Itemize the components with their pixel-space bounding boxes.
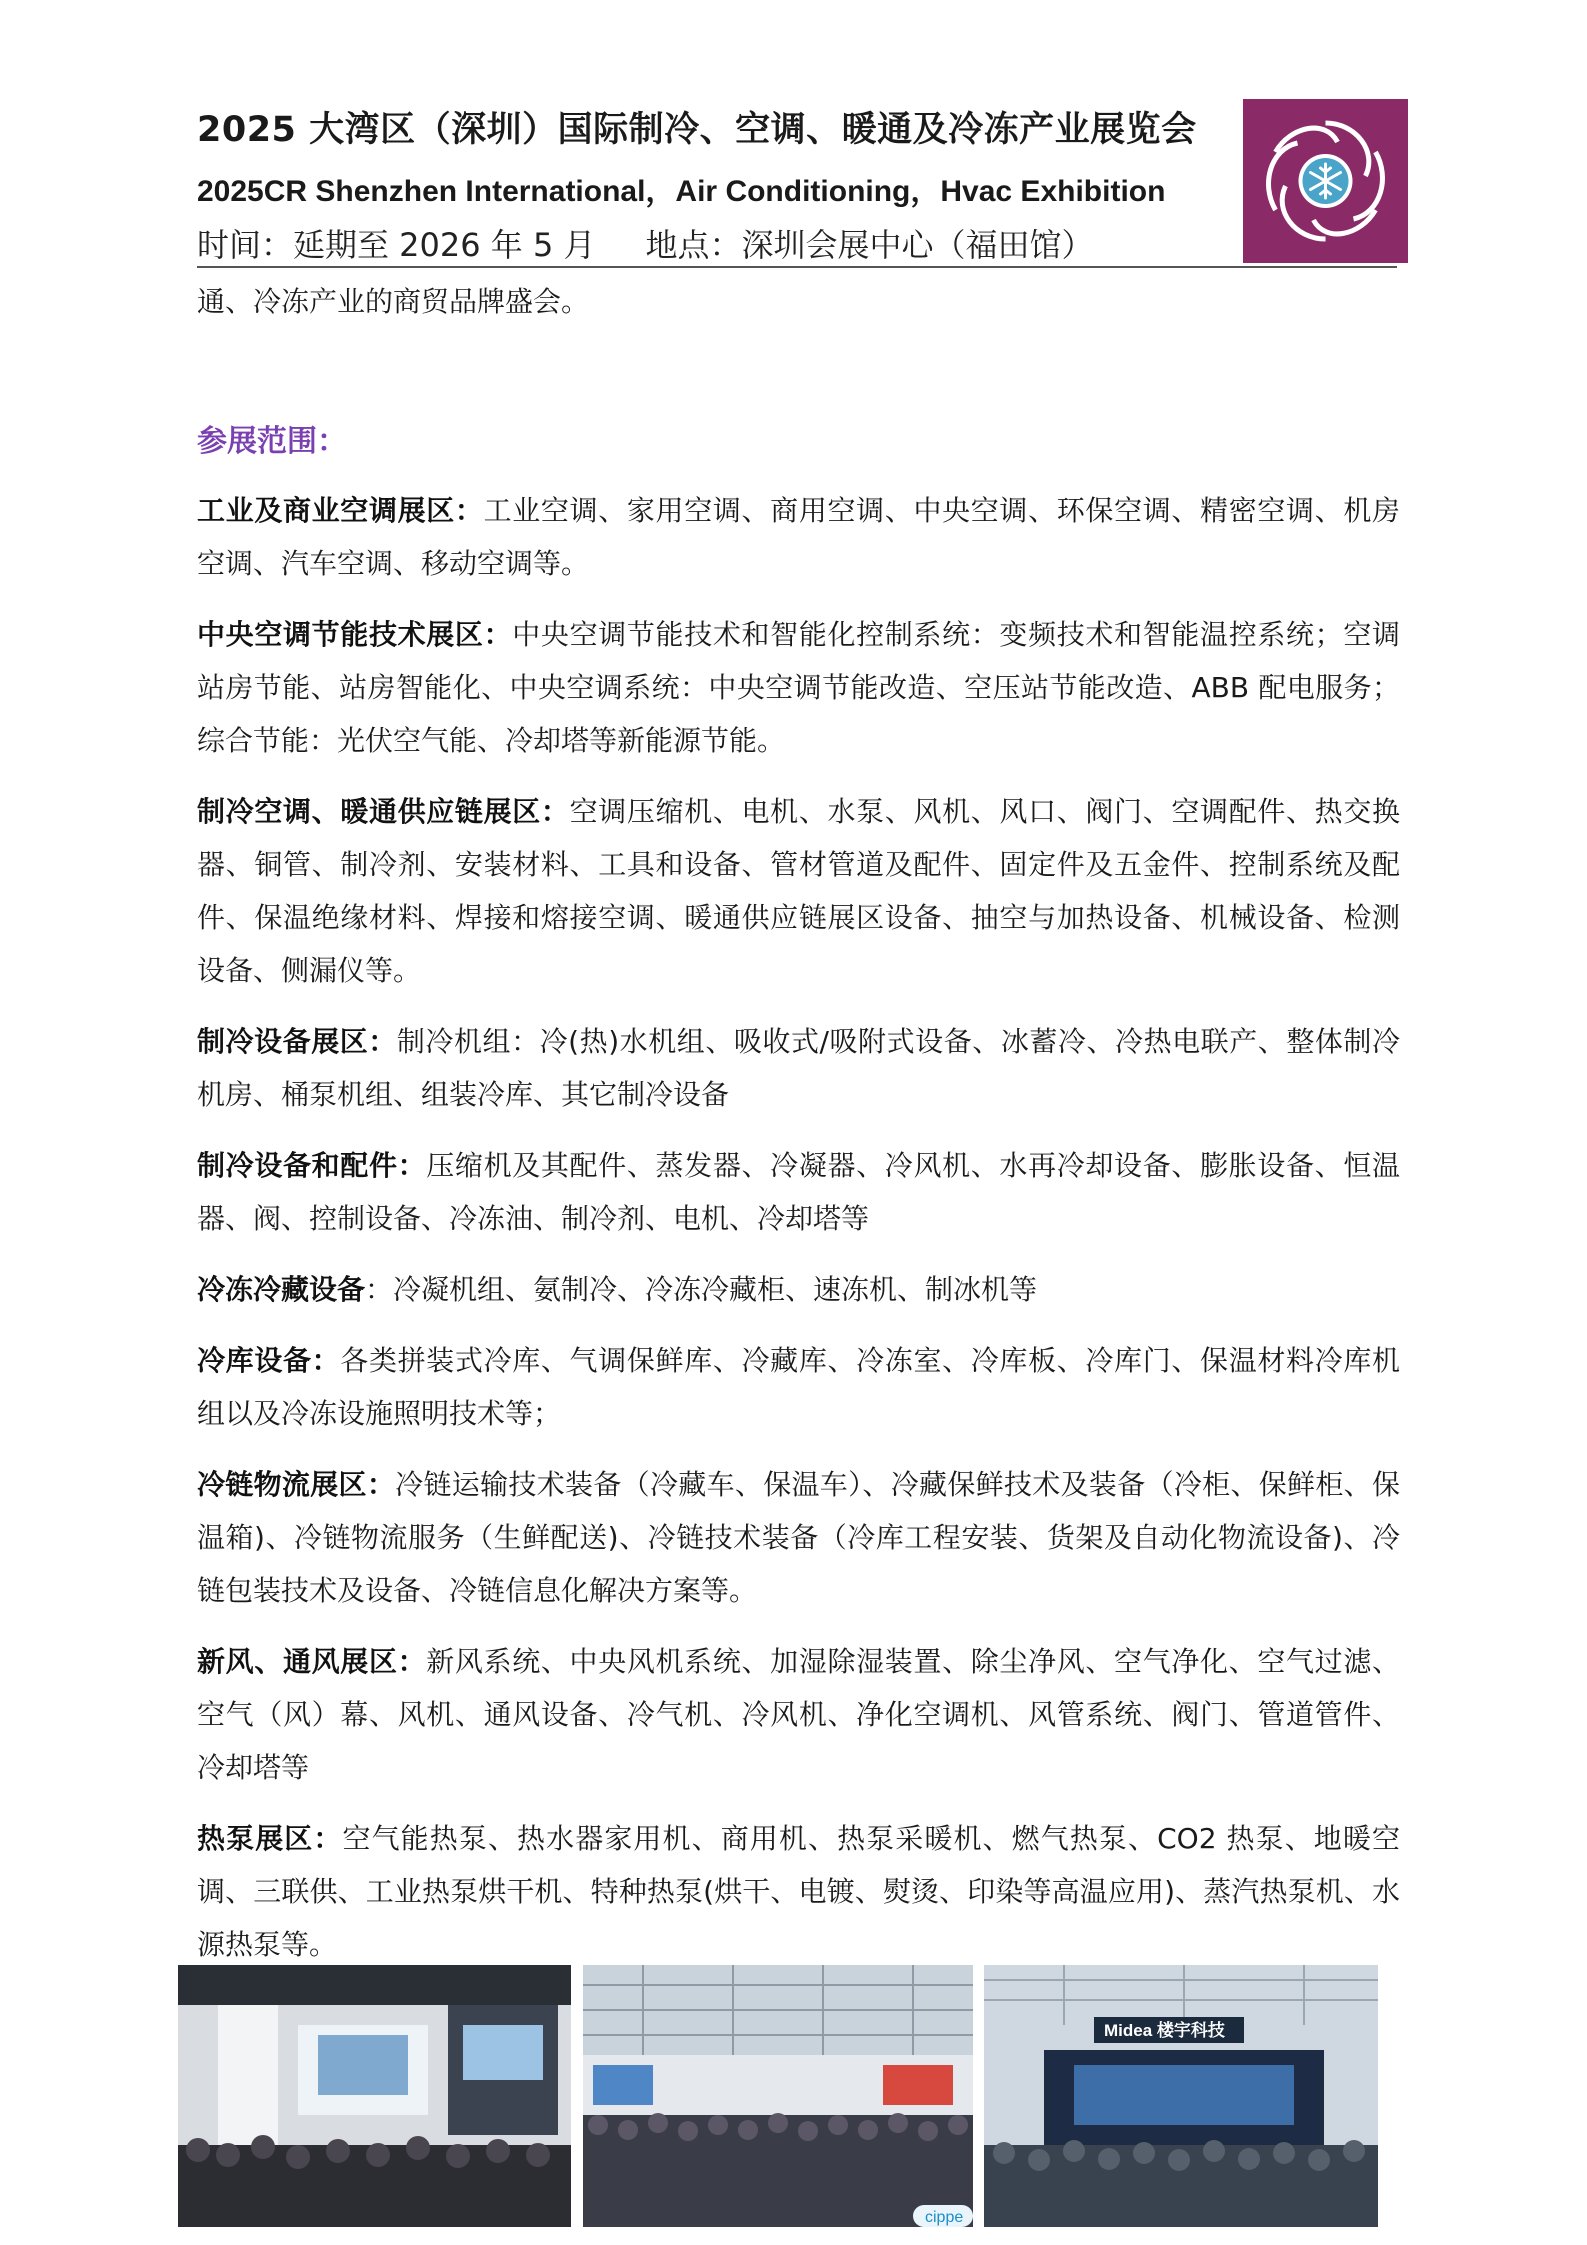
exhibition-time: 时间：延期至 2026 年 5 月 [197,226,596,264]
category-text: ：冷凝机组、氨制冷、冷冻冷藏柜、速冻机、制冰机等 [365,1273,1038,1306]
category-text: 制冷机组：冷(热)水机组、吸收式/吸附式设备、冰蓄冷、冷热电联产、整体制冷机房、桶泵机组、组装冷库、其它制冷设备 [197,1025,1400,1111]
lead-paragraph: 通、冷冻产业的商贸品牌盛会。 [197,285,590,318]
category-text: 工业空调、家用空调、商用空调、中央空调、环保空调、精密空调、机房空调、汽车空调、移动空调等。 [197,494,1400,580]
category-paragraph [197,1635,1400,1794]
category-label: 冷冻冷藏设备 [197,1273,366,1306]
exhibition-title-cn: 2025 大湾区（深圳）国际制冷、空调、暖通及冷冻产业展览会 [197,110,1197,150]
category-label: 冷库设备： [197,1344,341,1377]
category-text: 压缩机及其配件、蒸发器、冷凝器、冷风机、水再冷却设备、膨胀设备、恒温器、阀、控制设备、冷冻油、制冷剂、电机、冷却塔等 [197,1149,1400,1235]
category-text: 中央空调节能技术和智能化控制系统：变频技术和智能温控系统；空调站房节能、站房智能化、中央空调系统：中央空调节能改造、空压站节能改造、ABB 配电服务；综合节能：光伏空气能、冷却塔等新能源节能。 [197,618,1400,757]
category-text: 空气能热泵、热水器家用机、商用机、热泵采暖机、燃气热泵、CO2 热泵、地暖空调、三联供、工业热泵烘干机、特种热泵(烘干、电镀、熨烫、印染等高温应用)、蒸汽热泵机、水源热泵等。 [197,1822,1400,1961]
category-text: 各类拼装式冷库、气调保鲜库、冷藏库、冷冻室、冷库板、冷库门、保温材料冷库机组以及冷冻设施照明技术等； [197,1344,1400,1430]
category-label: 热泵展区： [197,1822,343,1855]
category-label: 制冷设备和配件： [197,1149,427,1182]
header-divider [197,266,1397,268]
category-paragraph [197,608,1400,767]
category-paragraph [197,1015,1400,1121]
category-label: 工业及商业空调展区： [197,494,484,527]
category-label: 冷链物流展区： [197,1468,396,1501]
snowflake-flower-logo-icon [1243,99,1408,263]
exhibition-photo-middle [583,1965,973,2227]
document-body [197,282,1400,1971]
category-text: 冷链运输技术装备（冷藏车、保温车）、冷藏保鲜技术及装备（冷柜、保鲜柜、保温箱)、冷链物流服务（生鲜配送)、冷链技术装备（冷库工程安装、货架及自动化物流设备)、冷链包装技术及设备、冷链信息化解决方案等。 [197,1468,1400,1607]
exhibition-location: 地点：深圳会展中心（福田馆） [645,226,1094,264]
category-label: 制冷空调、暖通供应链展区： [197,795,570,828]
category-paragraph [197,1812,1400,1971]
watermark-text: cippe [925,2209,964,2226]
exhibition-photo-left [178,1965,571,2227]
category-label: 制冷设备展区： [197,1025,397,1058]
category-paragraph [197,484,1400,590]
category-label: 中央空调节能技术展区： [197,618,513,651]
exhibition-photo-right [984,1965,1378,2227]
category-paragraph [197,1334,1400,1440]
scope-heading: 参展范围： [197,424,347,459]
category-text: 新风系统、中央风机系统、加湿除湿装置、除尘净风、空气净化、空气过滤、空气（风）幕、风机、通风设备、冷气机、冷风机、净化空调机、风管系统、阀门、管道管件、冷却塔等 [197,1645,1400,1784]
exhibition-title-en: 2025CR Shenzhen International，Air Conditioning，Hvac Exhibition [197,175,1166,208]
exhibition-meta [197,220,1094,266]
document-header [197,96,1402,264]
category-paragraph [197,785,1400,997]
category-text: 空调压缩机、电机、水泵、风机、风口、阀门、空调配件、热交换器、铜管、制冷剂、安装材料、工具和设备、管材管道及配件、固定件及五金件、控制系统及配件、保温绝缘材料、焊接和熔接空调、暖通供应链展区设备、抽空与加热设备、机械设备、检测设备、侧漏仪等。 [197,795,1400,987]
booth-sign-text: Midea 楼宇科技 [1104,2021,1225,2040]
category-paragraph [197,1458,1400,1617]
category-label: 新风、通风展区： [197,1645,427,1678]
category-paragraph [197,1263,1400,1316]
category-paragraph [197,1139,1400,1245]
